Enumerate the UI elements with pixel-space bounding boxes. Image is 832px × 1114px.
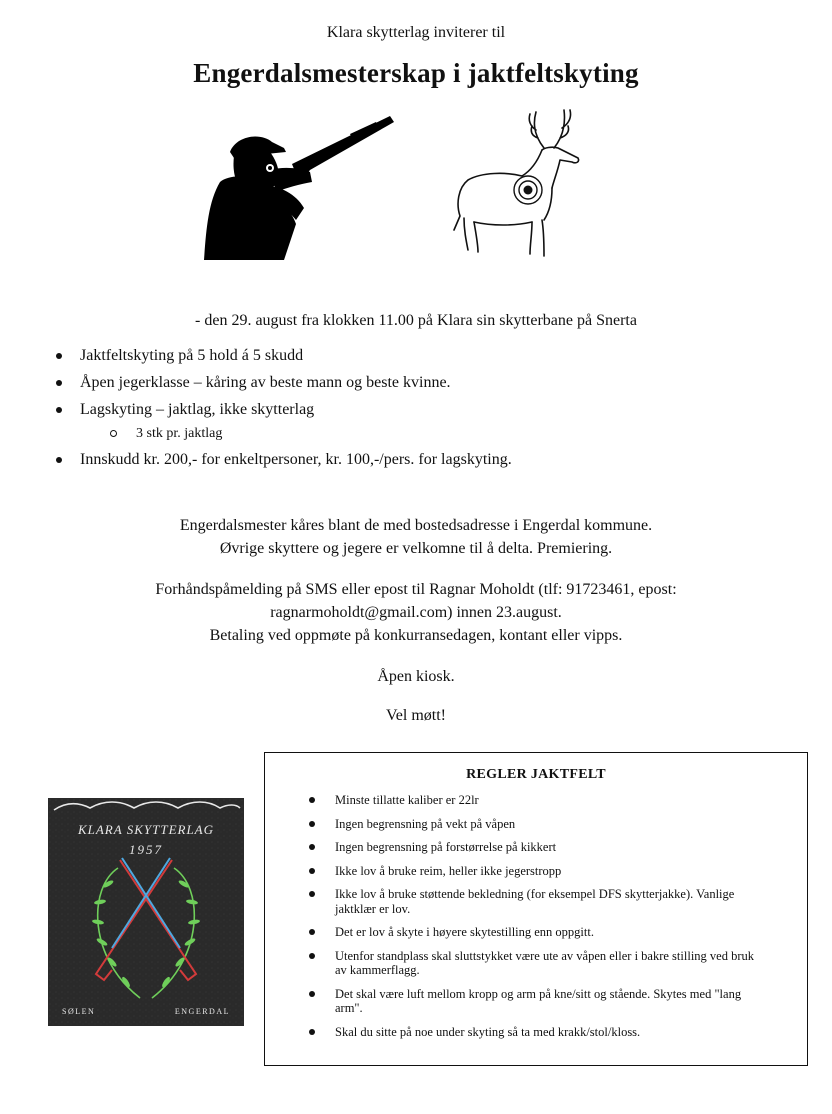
bullet-icon bbox=[309, 991, 315, 997]
welcome-note: Vel møtt! bbox=[386, 707, 446, 724]
rule-item: Ikke lov å bruke støttende bekledning (for eksempel DFS skytterjakke). Vanlige jaktklær er lov. bbox=[265, 887, 807, 916]
list-subitem: 3 stk pr. jaktlag bbox=[50, 424, 770, 444]
bullet-icon bbox=[309, 929, 315, 935]
logo-year: 1957 bbox=[129, 842, 163, 857]
list-item: Åpen jegerklasse – kåring av beste mann og beste kvinne. bbox=[50, 373, 770, 393]
bullet-icon bbox=[309, 1029, 315, 1035]
deer-target-icon bbox=[448, 104, 598, 260]
event-dateline: - den 29. august fra klokken 11.00 på Klara sin skytterbane på Snerta bbox=[195, 312, 637, 329]
eligibility-paragraph: Engerdalsmester kåres blant de med bostedsadresse i Engerdal kommune. Øvrige skyttere og jegere er velkomne til å delta. Premiering. bbox=[179, 517, 653, 557]
bullet-icon bbox=[309, 868, 315, 874]
page-title: Engerdalsmesterskap i jaktfeltskyting bbox=[193, 58, 639, 88]
bullet-icon bbox=[309, 891, 315, 897]
rules-list bbox=[265, 793, 807, 1039]
rule-item: Ingen begrensning på vekt på våpen bbox=[265, 817, 807, 832]
rule-item: Ikke lov å bruke reim, heller ikke jegerstropp bbox=[265, 864, 807, 879]
klara-skytterlag-logo bbox=[48, 798, 244, 1026]
rule-item: Skal du sitte på noe under skyting så ta med krakk/stol/kloss. bbox=[265, 1025, 807, 1040]
list-item: Innskudd kr. 200,- for enkeltpersoner, kr. 100,-/pers. for lagskyting. bbox=[50, 450, 770, 470]
rule-item: Ingen begrensning på forstørrelse på kikkert bbox=[265, 840, 807, 855]
list-item: Jaktfeltskyting på 5 hold á 5 skudd bbox=[50, 346, 770, 366]
bullet-icon bbox=[56, 457, 62, 463]
logo-left-text: SØLEN bbox=[62, 1007, 96, 1016]
circle-bullet-icon bbox=[110, 430, 117, 437]
rule-item: Det skal være luft mellom kropp og arm på kne/sitt og stående. Skytes med "lang arm". bbox=[265, 987, 807, 1016]
event-bullet-list bbox=[50, 346, 770, 477]
rule-item: Minste tillatte kaliber er 22lr bbox=[265, 793, 807, 808]
list-item: Lagskyting – jaktlag, ikke skytterlag bbox=[50, 400, 770, 420]
kiosk-note: Åpen kiosk. bbox=[377, 668, 455, 685]
rule-item: Det er lov å skyte i høyere skytestilling enn oppgitt. bbox=[265, 925, 807, 940]
intro-text: Klara skytterlag inviterer til bbox=[326, 24, 506, 41]
rules-title: REGLER JAKTFELT bbox=[466, 767, 606, 782]
rule-item: Utenfor standplass skal sluttstykket være ute av våpen eller i bakre stilling ved bruk av kammerflagg. bbox=[265, 949, 807, 978]
bullet-icon bbox=[309, 844, 315, 850]
bullet-icon bbox=[309, 821, 315, 827]
bullet-icon bbox=[56, 380, 62, 386]
bullet-icon bbox=[309, 797, 315, 803]
logo-name: KLARA SKYTTERLAG bbox=[77, 822, 215, 837]
bullet-icon bbox=[309, 953, 315, 959]
logo-right-text: ENGERDAL bbox=[174, 1007, 230, 1016]
registration-paragraph: Forhåndspåmelding på SMS eller epost til Ragnar Moholdt (tlf: 91723461, epost: ragnarmoholdt@gmail.com) innen 23.august. Betaling ved oppmøte på konkurransedagen, kontant eller vipps. bbox=[155, 581, 677, 644]
hunter-silhouette-icon bbox=[200, 112, 396, 260]
rules-box bbox=[264, 752, 808, 1066]
bullet-icon bbox=[56, 353, 62, 359]
bullet-icon bbox=[56, 407, 62, 413]
